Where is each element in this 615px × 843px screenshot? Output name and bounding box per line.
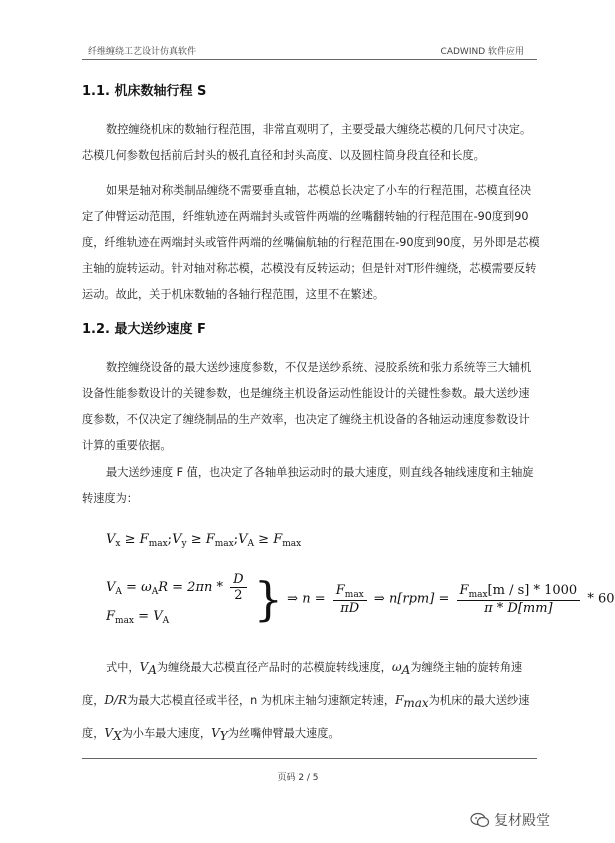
header-left: 纤维缠绕工艺设计仿真软件: [88, 47, 197, 57]
right-brace: }: [253, 572, 283, 626]
page-number: 页码 2 / 5: [277, 773, 319, 783]
footer-rule: [82, 758, 537, 759]
equation-velocity-bounds: $V_x$ ≥ $F_{max};V_y$ ≥ $F_{max};V_A \ge F_{max}$: [106, 532, 302, 549]
header-rule: [82, 59, 537, 60]
section-2-p1-text: 数控缠绕设备的最大送纱速度参数，不仅是送纱系统、浸胶系统和张力系统等三大辅机设备性能参数设计的关键参数，也是缠绕主机设备运动性能设计的关键性参数。最大送纱速度参数，不仅决定了缠绕制品的生产效率，也决定了缠绕主机设备的各轴运动速度参数设计计算的重要依据。: [82, 361, 532, 452]
section-1-p2-text: 如果是轴对称类制品缠绕不需要垂直轴，芯模总长决定了小车的行程范围，芯模直径决定了伸臂运动范围，纤维轨迹在两端封头或管件两端的丝嘴翻转轴的行程范围在-90度到90度，纤维轨迹在两端封头或管件两端的丝嘴偏航轴的行程范围在-90度到90度，另外即是芯模主轴的旋转运动。针对轴对称芯模，芯模没有反转运动；但是针对T形件缠绕，芯模需要反转运动。故此，关于机床数轴的各轴行程范围，这里不在繁述。: [82, 184, 540, 301]
section-2-paragraph-2: [82, 460, 540, 512]
watermark-text: 复材殿堂: [494, 813, 550, 829]
section-1-p1-text: 数控缠绕机床的数轴行程范围，非常直观明了，主要受最大缠绕芯模的几何尺寸决定。芯模几何参数包括前后封头的极孔直径和封头高度、以及圆柱简身段直径和长度。: [82, 123, 532, 162]
watermark: [470, 810, 550, 830]
section-2-paragraph-1: [82, 355, 540, 459]
section-1-title: 1.1. 机床数轴行程 S: [82, 84, 207, 99]
section-1-paragraph-2: [82, 178, 540, 308]
section-2-p2-text: 最大送纱速度 F 值，也决定了各轴单独运动时的最大速度，则直线各轴线速度和主轴旋转速度为：: [82, 466, 534, 505]
equation-spindle-speed: $V_A = \omega_AR = 2\pi n$ * $\frac{D}{2}$ $F_{max} = V_A$ } ⇒ n = $\frac{F_{max}}{\pi D}$ ⇒ n[rpm] = $\frac{F_{max}[m / s] * 1000}{\pi * D[mm]}$ * 60: [106, 572, 615, 626]
section-2-title: 1.2. 最大送纱速度 F: [82, 322, 206, 337]
section-1-paragraph-1: [82, 117, 540, 169]
wechat-icon: [470, 812, 490, 828]
header-right: CADWIND 软件应用: [440, 47, 524, 57]
symbol-definitions: 式中，VA为缠绕最大芯模直径产品时的芯模旋转线速度，ωA为缠绕主轴的旋转角速度，D/R为最大芯模直径或半径，n 为机床主轴匀速额定转速，Fmax为机床的最大送纱速度，VX为小车最大速度，VY为丝嘴伸臂最大速度。: [82, 660, 530, 743]
